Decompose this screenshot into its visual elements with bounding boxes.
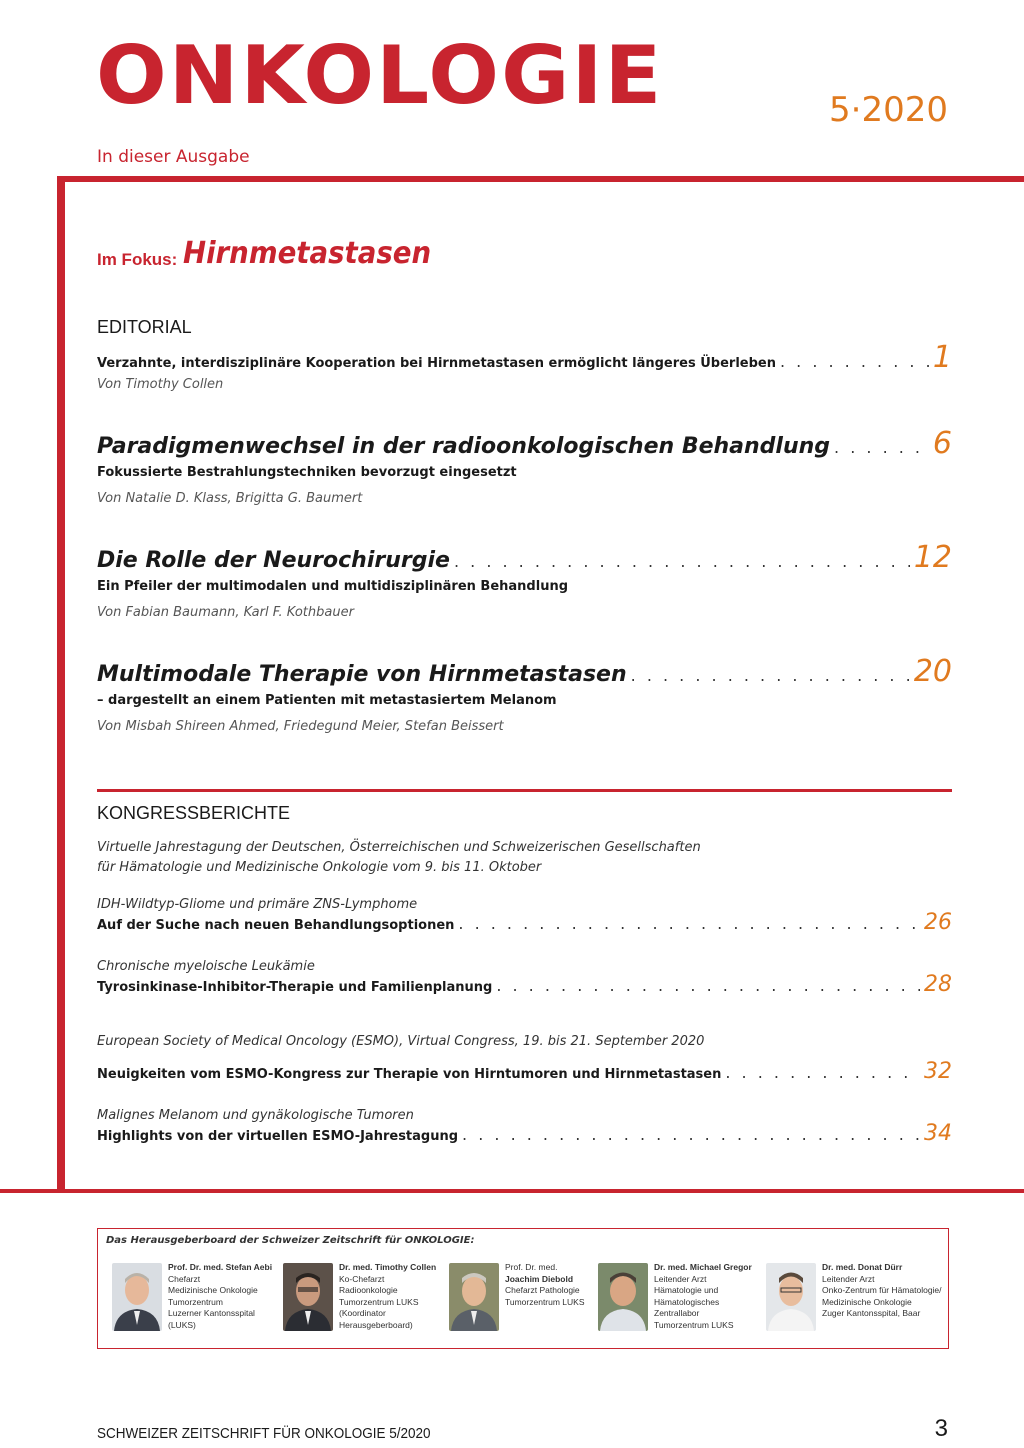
member-name: Prof. Dr. med. [505,1262,558,1272]
member-line: Chefarzt Pathologie [505,1285,580,1295]
toc-page-number: 28 [924,972,952,997]
member-line: Chefarzt [168,1273,201,1284]
section-divider [97,789,952,792]
member-line: Ko-Chefarzt [339,1273,385,1284]
toc-entry-article[interactable] [97,654,952,689]
editorial-board-box [97,1228,949,1349]
toc-title: Highlights von der virtuellen ESMO-Jahrestagung [97,1129,459,1144]
footer-journal: SCHWEIZER ZEITSCHRIFT FÜR ONKOLOGIE 5/2020 [97,1425,431,1442]
leader-dots [631,666,910,685]
page-number: 3 [934,1415,948,1442]
toc-page-number: 6 [932,426,952,461]
member-line: (Koordinator [339,1308,386,1318]
leader-dots [834,438,929,457]
member-photo [766,1263,816,1331]
toc-topic: IDH-Wildtyp-Gliome und primäre ZNS-Lymphome [97,897,418,912]
toc-page-number: 34 [924,1121,952,1146]
leader-dots [458,914,920,933]
page-subtitle: In dieser Ausgabe [97,147,250,167]
board-title: Das Herausgeberboard der Schweizer Zeitschrift für ONKOLOGIE: [106,1235,475,1246]
member-line: Zentrallabor [654,1308,700,1318]
leader-dots [780,352,929,371]
issue-number: 5·2020 [829,90,948,130]
toc-page-number: 12 [913,540,952,575]
toc-author: Von Misbah Shireen Ahmed, Friedegund Meier, Stefan Beissert [97,719,504,734]
member-line: (LUKS) [168,1319,196,1330]
leader-dots [725,1063,920,1082]
toc-topic: Malignes Melanom und gynäkologische Tumoren [97,1108,414,1123]
member-line: Leitender Arzt [654,1273,707,1284]
toc-page-number: 32 [924,1059,952,1084]
toc-title: Die Rolle der Neurochirurgie [97,548,450,573]
kongress-heading: KONGRESSBERICHTE [97,803,291,823]
member-photo [598,1263,648,1331]
bottom-frame-bar [0,1189,1024,1193]
member-line: Leitender Arzt [822,1273,875,1284]
toc-subtitle: Ein Pfeiler der multimodalen und multidisziplinären Behandlung [97,579,569,594]
toc-subtitle: Fokussierte Bestrahlungstechniken bevorzugt eingesetzt [97,465,517,480]
member-line: Radioonkologie [339,1285,398,1295]
member-info [339,1262,436,1331]
kongress-intro-line: Virtuelle Jahrestagung der Deutschen, Österreichischen und Schweizerischen Gesellschaften [97,840,701,855]
toc-entry-kongress[interactable] [97,972,952,997]
toc-author: Von Timothy Collen [97,377,224,392]
toc-title: Neuigkeiten vom ESMO-Kongress zur Therapie von Hirntumoren und Hirnmetastasen [97,1067,722,1082]
toc-page-number: 26 [924,910,952,935]
member-info [505,1262,585,1308]
toc-entry-kongress[interactable] [97,1059,952,1084]
member-line: Onko-Zentrum für Hämatologie/ [822,1285,942,1295]
member-info [168,1262,272,1331]
toc-title: Multimodale Therapie von Hirnmetastasen [97,662,627,687]
toc-author: Von Natalie D. Klass, Brigitta G. Baumert [97,491,363,506]
toc-author: Von Fabian Baumann, Karl F. Kothbauer [97,605,354,620]
member-info [654,1262,752,1331]
toc-page-number: 20 [913,654,952,689]
toc-entry-editorial[interactable] [97,340,952,375]
member-line: Hämatologie und [654,1285,719,1295]
member-line: Tumorzentrum LUKS [654,1319,734,1330]
member-line: Herausgeberboard) [339,1319,413,1330]
toc-title: Auf der Suche nach neuen Behandlungsoptionen [97,918,455,933]
toc-topic: Chronische myeloische Leukämie [97,959,315,974]
member-line: Tumorzentrum [168,1296,223,1307]
member-line: Medizinische Onkologie [168,1285,258,1295]
member-line: Tumorzentrum LUKS [505,1296,585,1307]
journal-logo: ONKOLOGIE [96,29,664,122]
esmo-intro: European Society of Medical Oncology (ESMO), Virtual Congress, 19. bis 21. September 2020 [97,1034,705,1049]
toc-subtitle: – dargestellt an einem Patienten mit metastasiertem Melanom [97,693,557,708]
toc-title: Verzahnte, interdisziplinäre Kooperation bei Hirnmetastasen ermöglicht längeres Überleben [97,356,776,371]
member-line: Tumorzentrum LUKS [339,1296,419,1307]
toc-page-number: 1 [932,340,952,375]
focus-label: Im Fokus: [97,250,178,269]
leader-dots [496,976,920,995]
toc-entry-article[interactable] [97,426,952,461]
member-photo [112,1263,162,1331]
kongress-intro-line: für Hämatologie und Medizinische Onkologie vom 9. bis 11. Oktober [97,860,542,875]
toc-title: Paradigmenwechsel in der radioonkologischen Behandlung [97,434,831,459]
member-info [822,1262,942,1320]
member-line: Hämatologisches [654,1296,720,1307]
member-name: Dr. med. Michael Gregor [654,1262,752,1272]
member-name: Dr. med. Donat Dürr [822,1262,903,1272]
member-line: Zuger Kantonsspital, Baar [822,1308,921,1318]
top-frame-bar [57,176,1024,182]
member-name: Dr. med. Timothy Collen [339,1262,437,1272]
leader-dots [454,552,910,571]
member-photo [449,1263,499,1331]
left-frame-bar [57,176,65,1192]
editorial-heading: EDITORIAL [97,317,192,337]
toc-entry-kongress[interactable] [97,910,952,935]
member-line: Medizinische Onkologie [822,1296,912,1307]
member-name: Prof. Dr. med. Stefan Aebi [168,1262,273,1272]
toc-title: Tyrosinkinase-Inhibitor-Therapie und Familienplanung [97,980,493,995]
toc-entry-kongress[interactable] [97,1121,952,1146]
member-line: Luzerner Kantonsspital [168,1308,255,1318]
member-photo [283,1263,333,1331]
leader-dots [462,1125,920,1144]
toc-entry-article[interactable] [97,540,952,575]
focus-title: Hirnmetastasen [183,236,432,271]
member-name: Joachim Diebold [505,1273,574,1284]
